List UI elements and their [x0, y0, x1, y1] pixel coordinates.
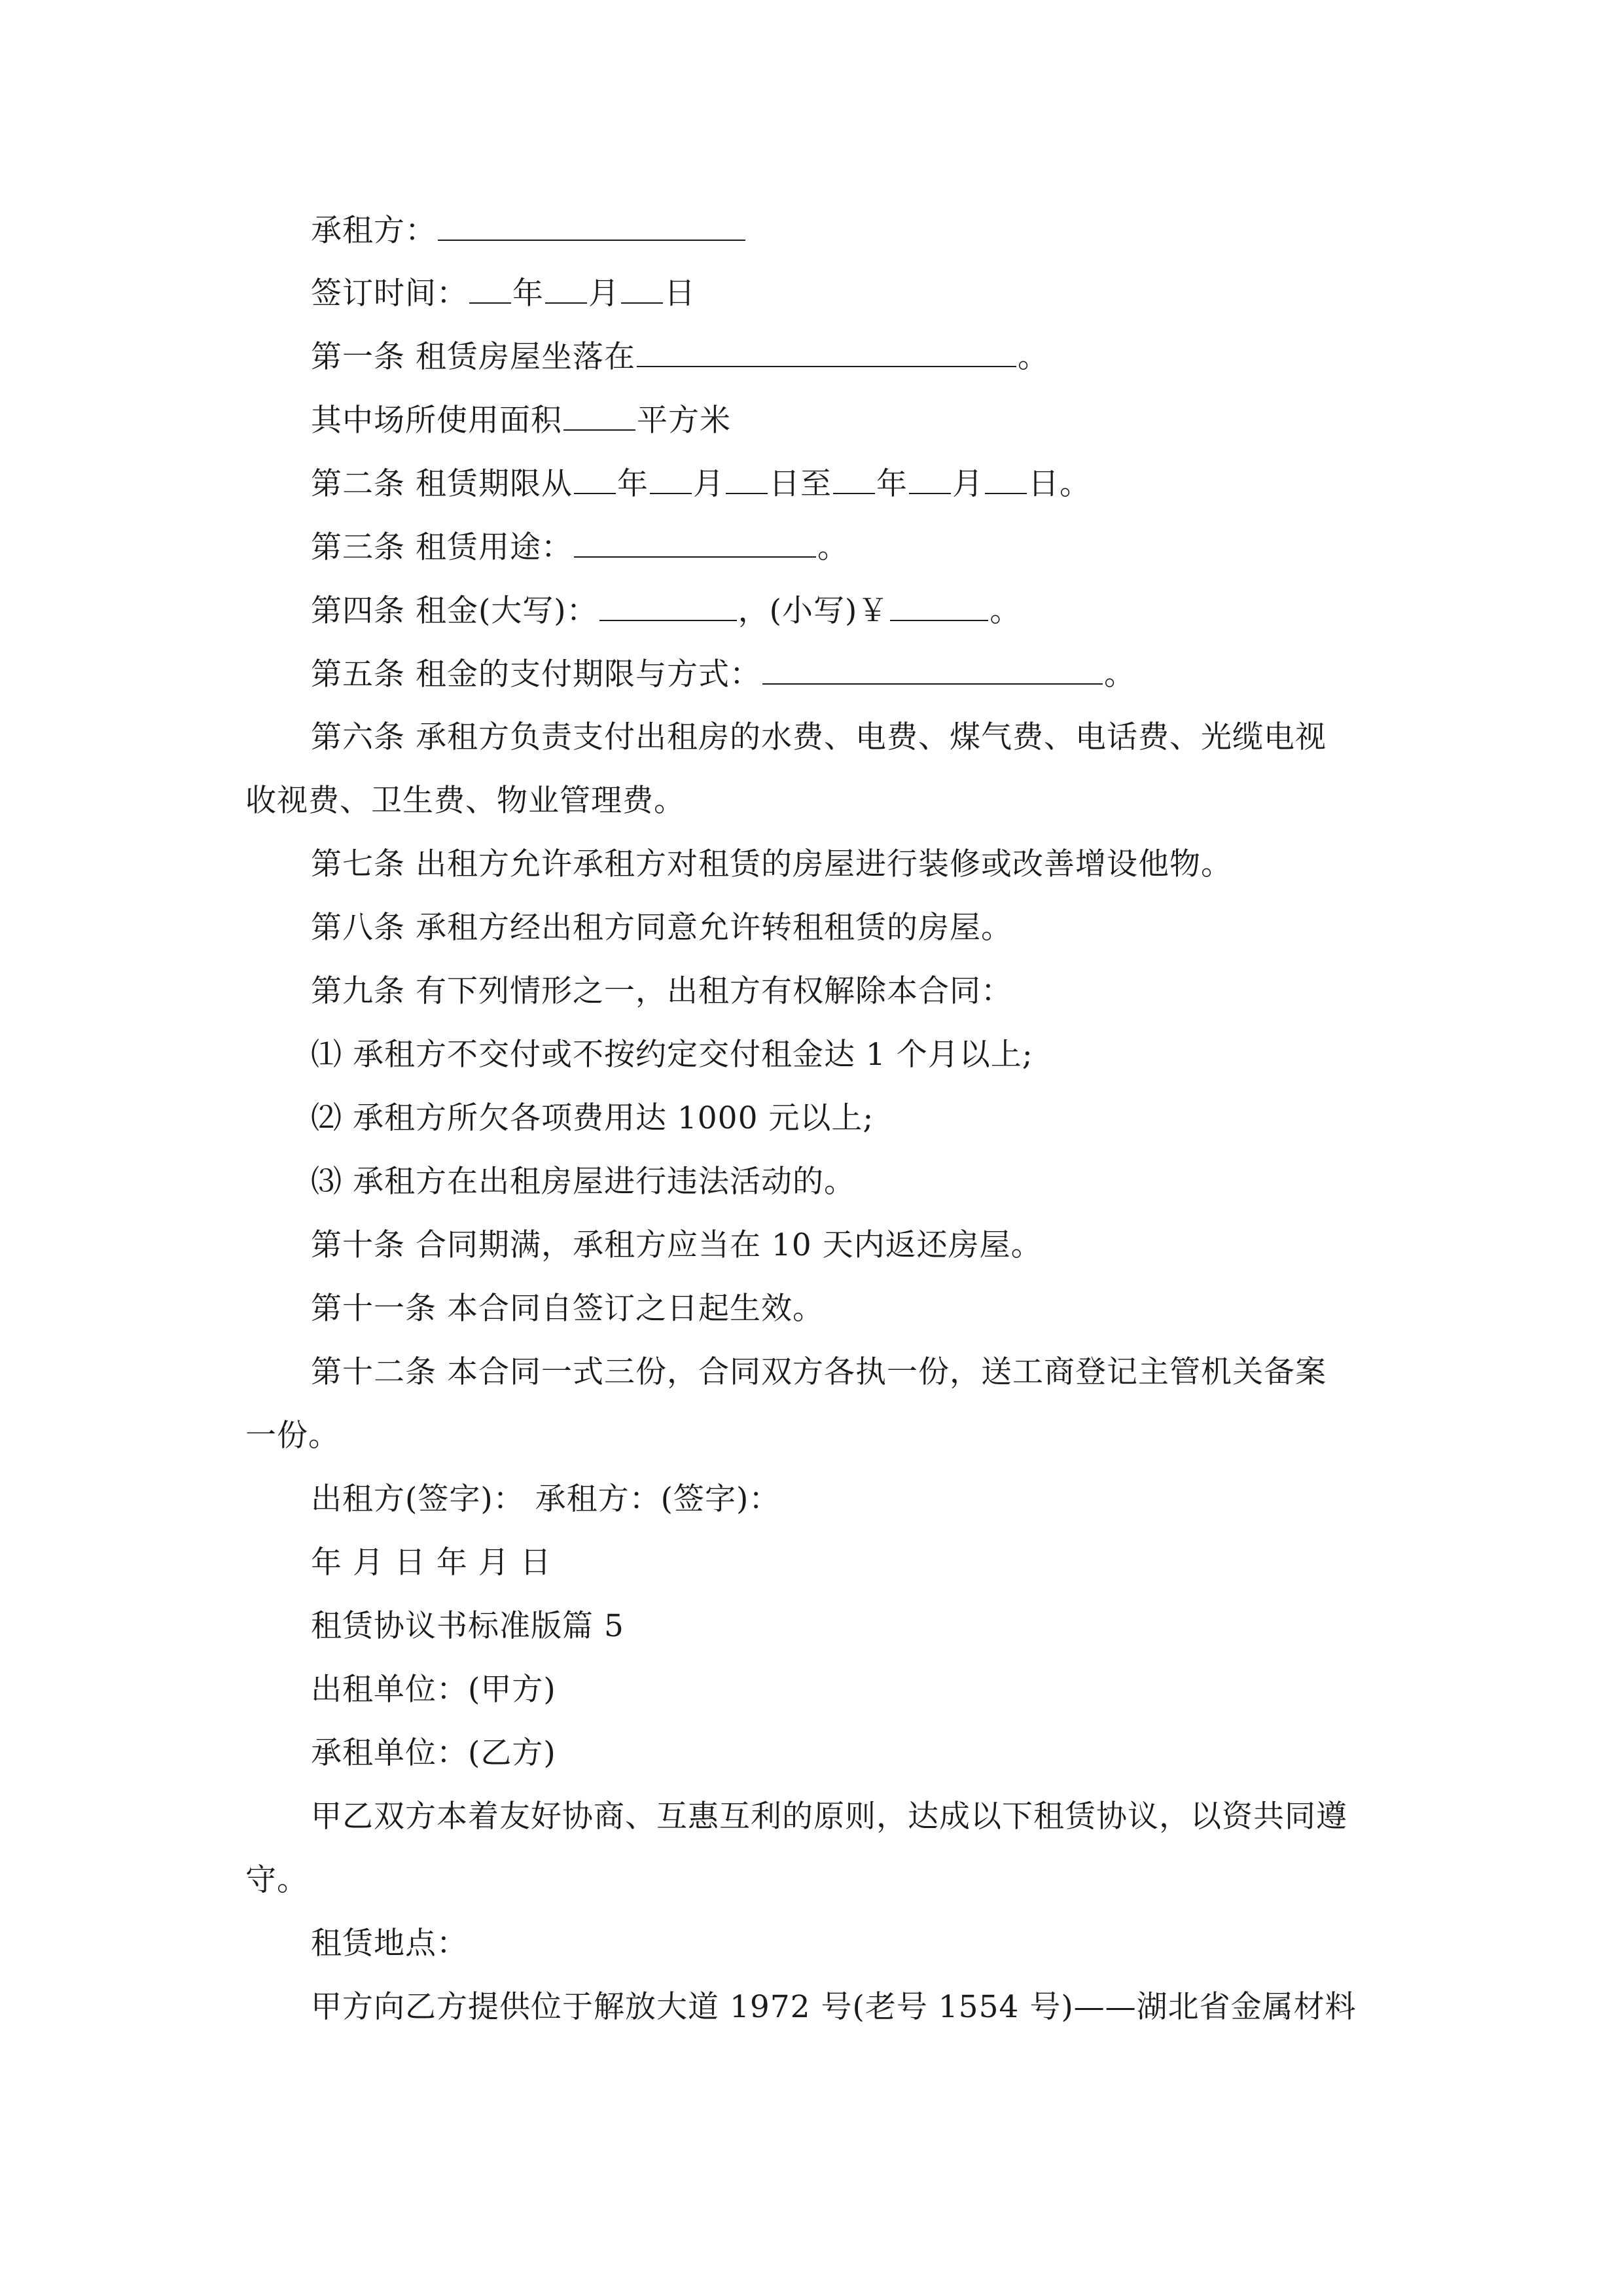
article-5-end: 。: [1103, 656, 1135, 692]
lessee-unit-line: 承租单位：(乙方): [311, 1735, 556, 1771]
start-month-blank: [650, 464, 692, 494]
area-unit: 平方米: [637, 403, 731, 439]
end-month-blank: [909, 464, 951, 494]
article-10-line: 第十条 合同期满，承租方应当在 10 天内返还房屋。: [311, 1227, 1043, 1263]
signature-line: 出租方(签字)： 承租方：(签字)：: [311, 1481, 781, 1517]
article-12-line-2: 一份。: [245, 1418, 340, 1454]
article-5-text: 第五条 租金的支付期限与方式：: [311, 656, 761, 692]
article-2-text: 第二条 租赁期限从: [311, 466, 573, 502]
end-day-blank: [985, 464, 1027, 494]
purpose-blank: [574, 528, 816, 558]
agreement-intro-line-2: 守。: [245, 1862, 308, 1898]
month-blank: [545, 274, 587, 304]
year-blank: [469, 274, 511, 304]
area-line: [311, 401, 731, 440]
clause-3-line: ⑶ 承租方在出租房屋进行违法活动的。: [311, 1164, 855, 1200]
article-6-line-2: 收视费、卫生费、物业管理费。: [245, 783, 685, 819]
article-3-text: 第三条 租赁用途：: [311, 529, 573, 565]
tenant-line: [311, 211, 747, 251]
end-year-blank: [833, 464, 875, 494]
article-3-line: [311, 528, 849, 567]
signing-date-label: 签订时间：: [311, 276, 468, 312]
year-label: 年: [512, 276, 544, 312]
article-7-line: 第七条 出租方允许承租方对租赁的房屋进行装修或改善增设他物。: [311, 846, 1232, 882]
start-month-label: 月: [692, 466, 724, 502]
lease-location-heading: 租赁地点：: [311, 1926, 468, 1962]
article-3-end: 。: [817, 529, 849, 565]
article-5-line: [311, 655, 1135, 694]
article-8-line: 第八条 承租方经出租方同意允许转租租赁的房屋。: [311, 910, 1012, 946]
lease-location-text: 甲方向乙方提供位于解放大道 1972 号(老号 1554 号)——湖北省金属材料: [311, 1989, 1357, 2025]
agreement-intro-line: 甲乙双方本着友好协商、互惠互利的原则，达成以下租赁协议，以资共同遵: [311, 1799, 1347, 1835]
article-4-end: 。: [990, 593, 1022, 629]
payment-blank: [762, 655, 1103, 685]
section-title: 租赁协议书标准版篇 5: [311, 1608, 624, 1644]
area-blank: [563, 401, 635, 431]
article-11-line: 第十一条 本合同自签订之日起生效。: [311, 1291, 824, 1327]
article-4-line: [311, 591, 1021, 631]
article-2-line: [311, 464, 1091, 504]
day-label: 日: [664, 276, 696, 312]
article-9-line: 第九条 有下列情形之一，出租方有权解除本合同：: [311, 973, 1012, 1009]
end-day-label: 日。: [1027, 466, 1091, 502]
end-year-label: 年: [876, 466, 908, 502]
location-blank: [637, 337, 1016, 367]
day-blank: [621, 274, 663, 304]
rent-figures-label: ，(小写)￥: [738, 593, 889, 629]
clause-1-line: ⑴ 承租方不交付或不按约定交付租金达 1 个月以上;: [311, 1037, 1033, 1073]
signing-date-line: [311, 274, 696, 314]
tenant-label: 承租方：: [311, 213, 437, 249]
rent-figures-blank: [890, 591, 988, 621]
tenant-blank: [438, 211, 745, 241]
start-day-label: 日至: [768, 466, 832, 502]
lessor-unit-line: 出租单位：(甲方): [311, 1672, 556, 1708]
article-6-line: 第六条 承租方负责支付出租房的水费、电费、煤气费、电话费、光缆电视: [311, 719, 1327, 755]
signature-date-line: 年 月 日 年 月 日: [311, 1545, 552, 1581]
month-label: 月: [588, 276, 620, 312]
start-day-blank: [726, 464, 768, 494]
clause-2-line: ⑵ 承租方所欠各项费用达 1000 元以上;: [311, 1100, 874, 1136]
article-1-end: 。: [1017, 339, 1049, 375]
article-12-line: 第十二条 本合同一式三份，合同双方各执一份，送工商登记主管机关备案: [311, 1354, 1327, 1390]
article-1-text: 第一条 租赁房屋坐落在: [311, 339, 635, 375]
start-year-blank: [574, 464, 616, 494]
area-text: 其中场所使用面积: [311, 403, 562, 439]
article-4-text: 第四条 租金(大写)：: [311, 593, 598, 629]
start-year-label: 年: [616, 466, 649, 502]
article-1-line: [311, 337, 1049, 377]
rent-words-blank: [599, 591, 737, 621]
end-month-label: 月: [952, 466, 984, 502]
